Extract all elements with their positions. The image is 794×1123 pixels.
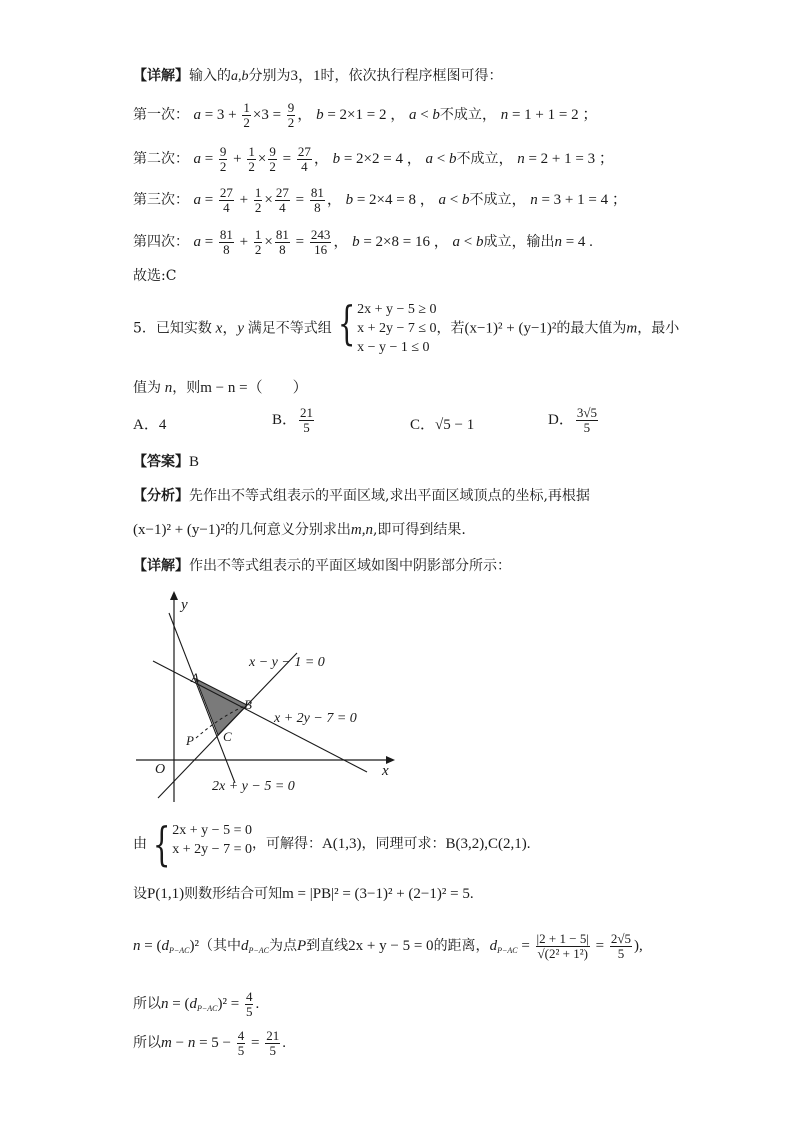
y-axis-arrow [170,591,178,600]
so-line-1: 所以$n = (d_{P-AC})^2$ = $\frac{4}{5}$ . [133,989,260,1019]
step-4: 第四次： a = $\frac{81}{8}$ + $\frac{1}{2}$ × $\frac{81}{8}$ = $\frac{243}{16}$ ， b = 2×8 = 16 ， a < b成立，输出n = 4 . [133,227,593,257]
line-b-label: x + 2y − 7 = 0 [274,711,357,726]
set-p-line: 设P(1,1)则数形结合可知m = |PB|² = (3−1)² + (2−1)² = 5. [133,886,474,902]
n-line: $n = (d_{P-AC})^2$（其中$d_{P-AC}$为点P到直线2x + y − 5 = 0的距离，$d_{P-AC}$ = $\frac{|2 + 1 - 5|}{\text{√(2² + 1²)}}$ = $\frac{2√5}{5}$ ), [133,931,643,961]
choose-line: 故选:C [133,268,177,284]
step-2: 第二次： a = $\frac{9}{2}$ + $\frac{1}{2}$ × $\frac{9}{2}$ = $\frac{27}{4}$ ， b = 2×2 = 4 ， a < b不成立， n = 2 + 1 = 3 ； [133,144,614,174]
line-a-label: x − y − 1 = 0 [249,655,325,670]
inequality-system: { 2x + y − 5 ≥ 0 x + 2y − 7 ≤ 0 x − y − 1 ≤ 0 [337,296,437,355]
so-line-2: 所以m − n = 5 − $\frac{4}{5}$ = $\frac{21}{5}$ . [133,1028,286,1058]
analysis-line-2: (x−1)² + (y−1)²的几何意义分别求出m,n,即可得到结果. [133,522,466,538]
point-p-label: P [186,733,194,748]
option-d[interactable]: D． $\frac{3√5}{5}$ [548,405,597,435]
analysis-line-1: 【分析】先作出不等式组表示的平面区域,求出平面区域顶点的坐标,再根据 [133,488,590,504]
region-graph [133,588,403,808]
axis-y-label: y [181,597,188,613]
point-a-label: A [191,670,199,685]
point-b-label: B [244,697,252,712]
step-1: 第一次： a = 3 + $\frac{1}{2}$ ×3 = $\frac{9}{2}$ ， b = 2×1 = 2 ， a < b不成立， n = 1 + 1 = 2 ； [133,100,598,130]
option-a[interactable]: A．4 [133,417,167,433]
line-c-label: 2x + y − 5 = 0 [212,779,295,794]
origin-label: O [155,762,166,777]
option-c[interactable]: C．√5 − 1 [410,417,475,433]
step-3: 第三次： a = $\frac{27}{4}$ + $\frac{1}{2}$ × $\frac{27}{4}$ = $\frac{81}{8}$ ， b = 2×4 = 8 ， a < b不成立， n = 3 + 1 = 4 ； [133,185,627,215]
question-5-cont: 值为 n，则m − n =（ ） [133,380,308,396]
axis-x-label: x [382,763,389,779]
question-5: 5．已知实数 x，y 满足不等式组 { 2x + y − 5 ≥ 0 x + 2y − 7 ≤ 0 x − y − 1 ≤ 0 ，若(x−1)² + (y−1)²的最大值为m，最小 [133,296,680,355]
option-b[interactable]: B． $\frac{21}{5}$ [272,405,314,435]
detail-tag: 【详解】 [133,68,189,84]
point-c-label: C [223,729,232,744]
detail-line-2: 【详解】作出不等式组表示的平面区域如图中阴影部分所示： [133,558,511,574]
solve-line: 由 { 2x + y − 5 = 0 x + 2y − 7 = 0 ，可解得：A(1,3)，同理可求：B(3,2),C(2,1). [133,817,531,871]
answer-line: 【答案】B [133,454,200,470]
detail-line-1: 【详解】输入的a,b分别为3，1时，依次执行程序框图可得： [133,68,503,84]
